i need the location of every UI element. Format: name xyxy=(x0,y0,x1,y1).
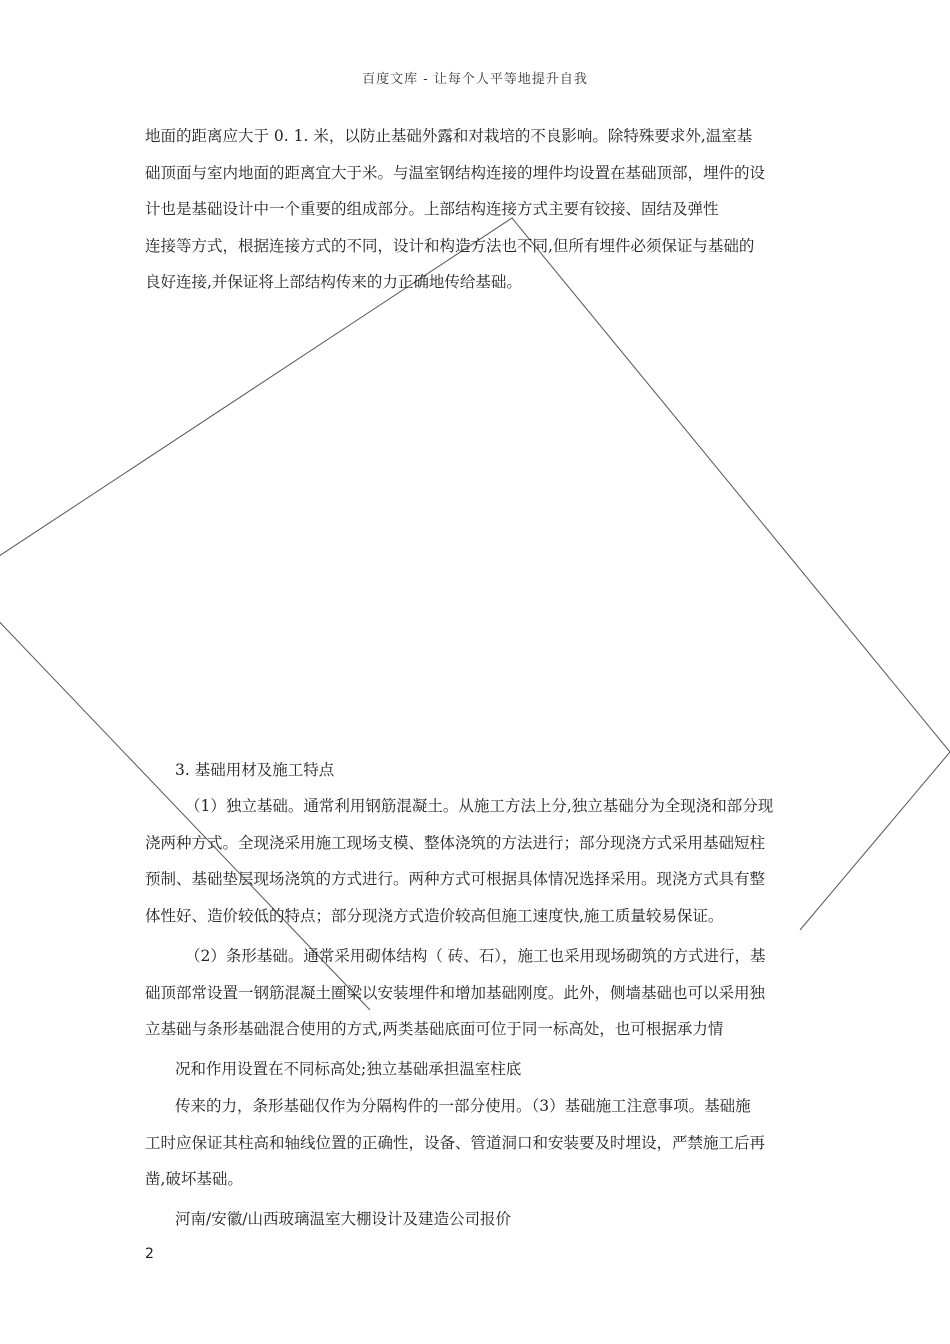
page-header: 百度文库 - 让每个人平等地提升自我 xyxy=(362,72,588,87)
text-line: 凿,破坏基础。 xyxy=(145,1170,243,1188)
section-heading: 3. 基础用材及施工特点 xyxy=(175,761,335,779)
text-line: 连接等方式，根据连接方式的不同，设计和构造方法也不同,但所有埋件必须保证与基础的 xyxy=(145,236,755,255)
text-line: 础顶部常设置一钢筋混凝土圈梁以安装埋件和增加基础刚度。此外，侧墙基础也可以采用独 xyxy=(145,983,766,1002)
footer-company-line: 河南/安徽/山西玻璃温室大棚设计及建造公司报价 xyxy=(175,1210,511,1228)
text-line: 传来的力，条形基础仅作为分隔构件的一部分使用。（3）基础施工注意事项。基础施 xyxy=(175,1097,751,1115)
text-line: 础顶面与室内地面的距离宜大于米。与温室钢结构连接的埋件均设置在基础顶部，埋件的设 xyxy=(145,163,766,182)
text-line: 良好连接,并保证将上部结构传来的力正确地传给基础。 xyxy=(145,273,522,291)
text-line: 立基础与条形基础混合使用的方式,两类基础底面可位于同一标高处，也可根据承力情 xyxy=(145,1020,724,1038)
text-line: （1）独立基础。通常利用钢筋混凝土。从施工方法上分,独立基础分为全现浇和部分现 xyxy=(185,797,774,815)
text-line: 计也是基础设计中一个重要的组成部分。上部结构连接方式主要有铰接、固结及弹性 xyxy=(145,200,719,218)
text-line: 体性好、造价较低的特点；部分现浇方式造价较高但施工速度快,施工质量较易保证。 xyxy=(145,906,724,925)
text-line: 预制、基础垫层现场浇筑的方式进行。两种方式可根据具体情况选择采用。现浇方式具有整 xyxy=(145,870,766,888)
text-line: 浇两种方式。全现浇采用施工现场支模、整体浇筑的方法进行；部分现浇方式采用基础短柱 xyxy=(145,833,766,852)
paragraph-construction-notes xyxy=(145,1088,809,1198)
paragraph-strip-foundation xyxy=(145,938,809,1048)
text-line-standalone: 况和作用设置在不同标高处;独立基础承担温室柱底 xyxy=(175,1060,522,1078)
paragraph-foundation-distance xyxy=(145,118,809,301)
text-line: （2）条形基础。通常采用砌体结构（ 砖、石），施工也采用现场砌筑的方式进行，基 xyxy=(185,947,766,965)
text-line: 地面的距离应大于 0. 1. 米，以防止基础外露和对栽培的不良影响。除特殊要求外,温室基 xyxy=(145,127,753,145)
page-number: 2 xyxy=(145,1246,154,1262)
text-line: 工时应保证其柱高和轴线位置的正确性，设备、管道洞口和安装要及时埋设，严禁施工后再 xyxy=(145,1133,766,1152)
paragraph-isolated-foundation xyxy=(145,788,809,934)
